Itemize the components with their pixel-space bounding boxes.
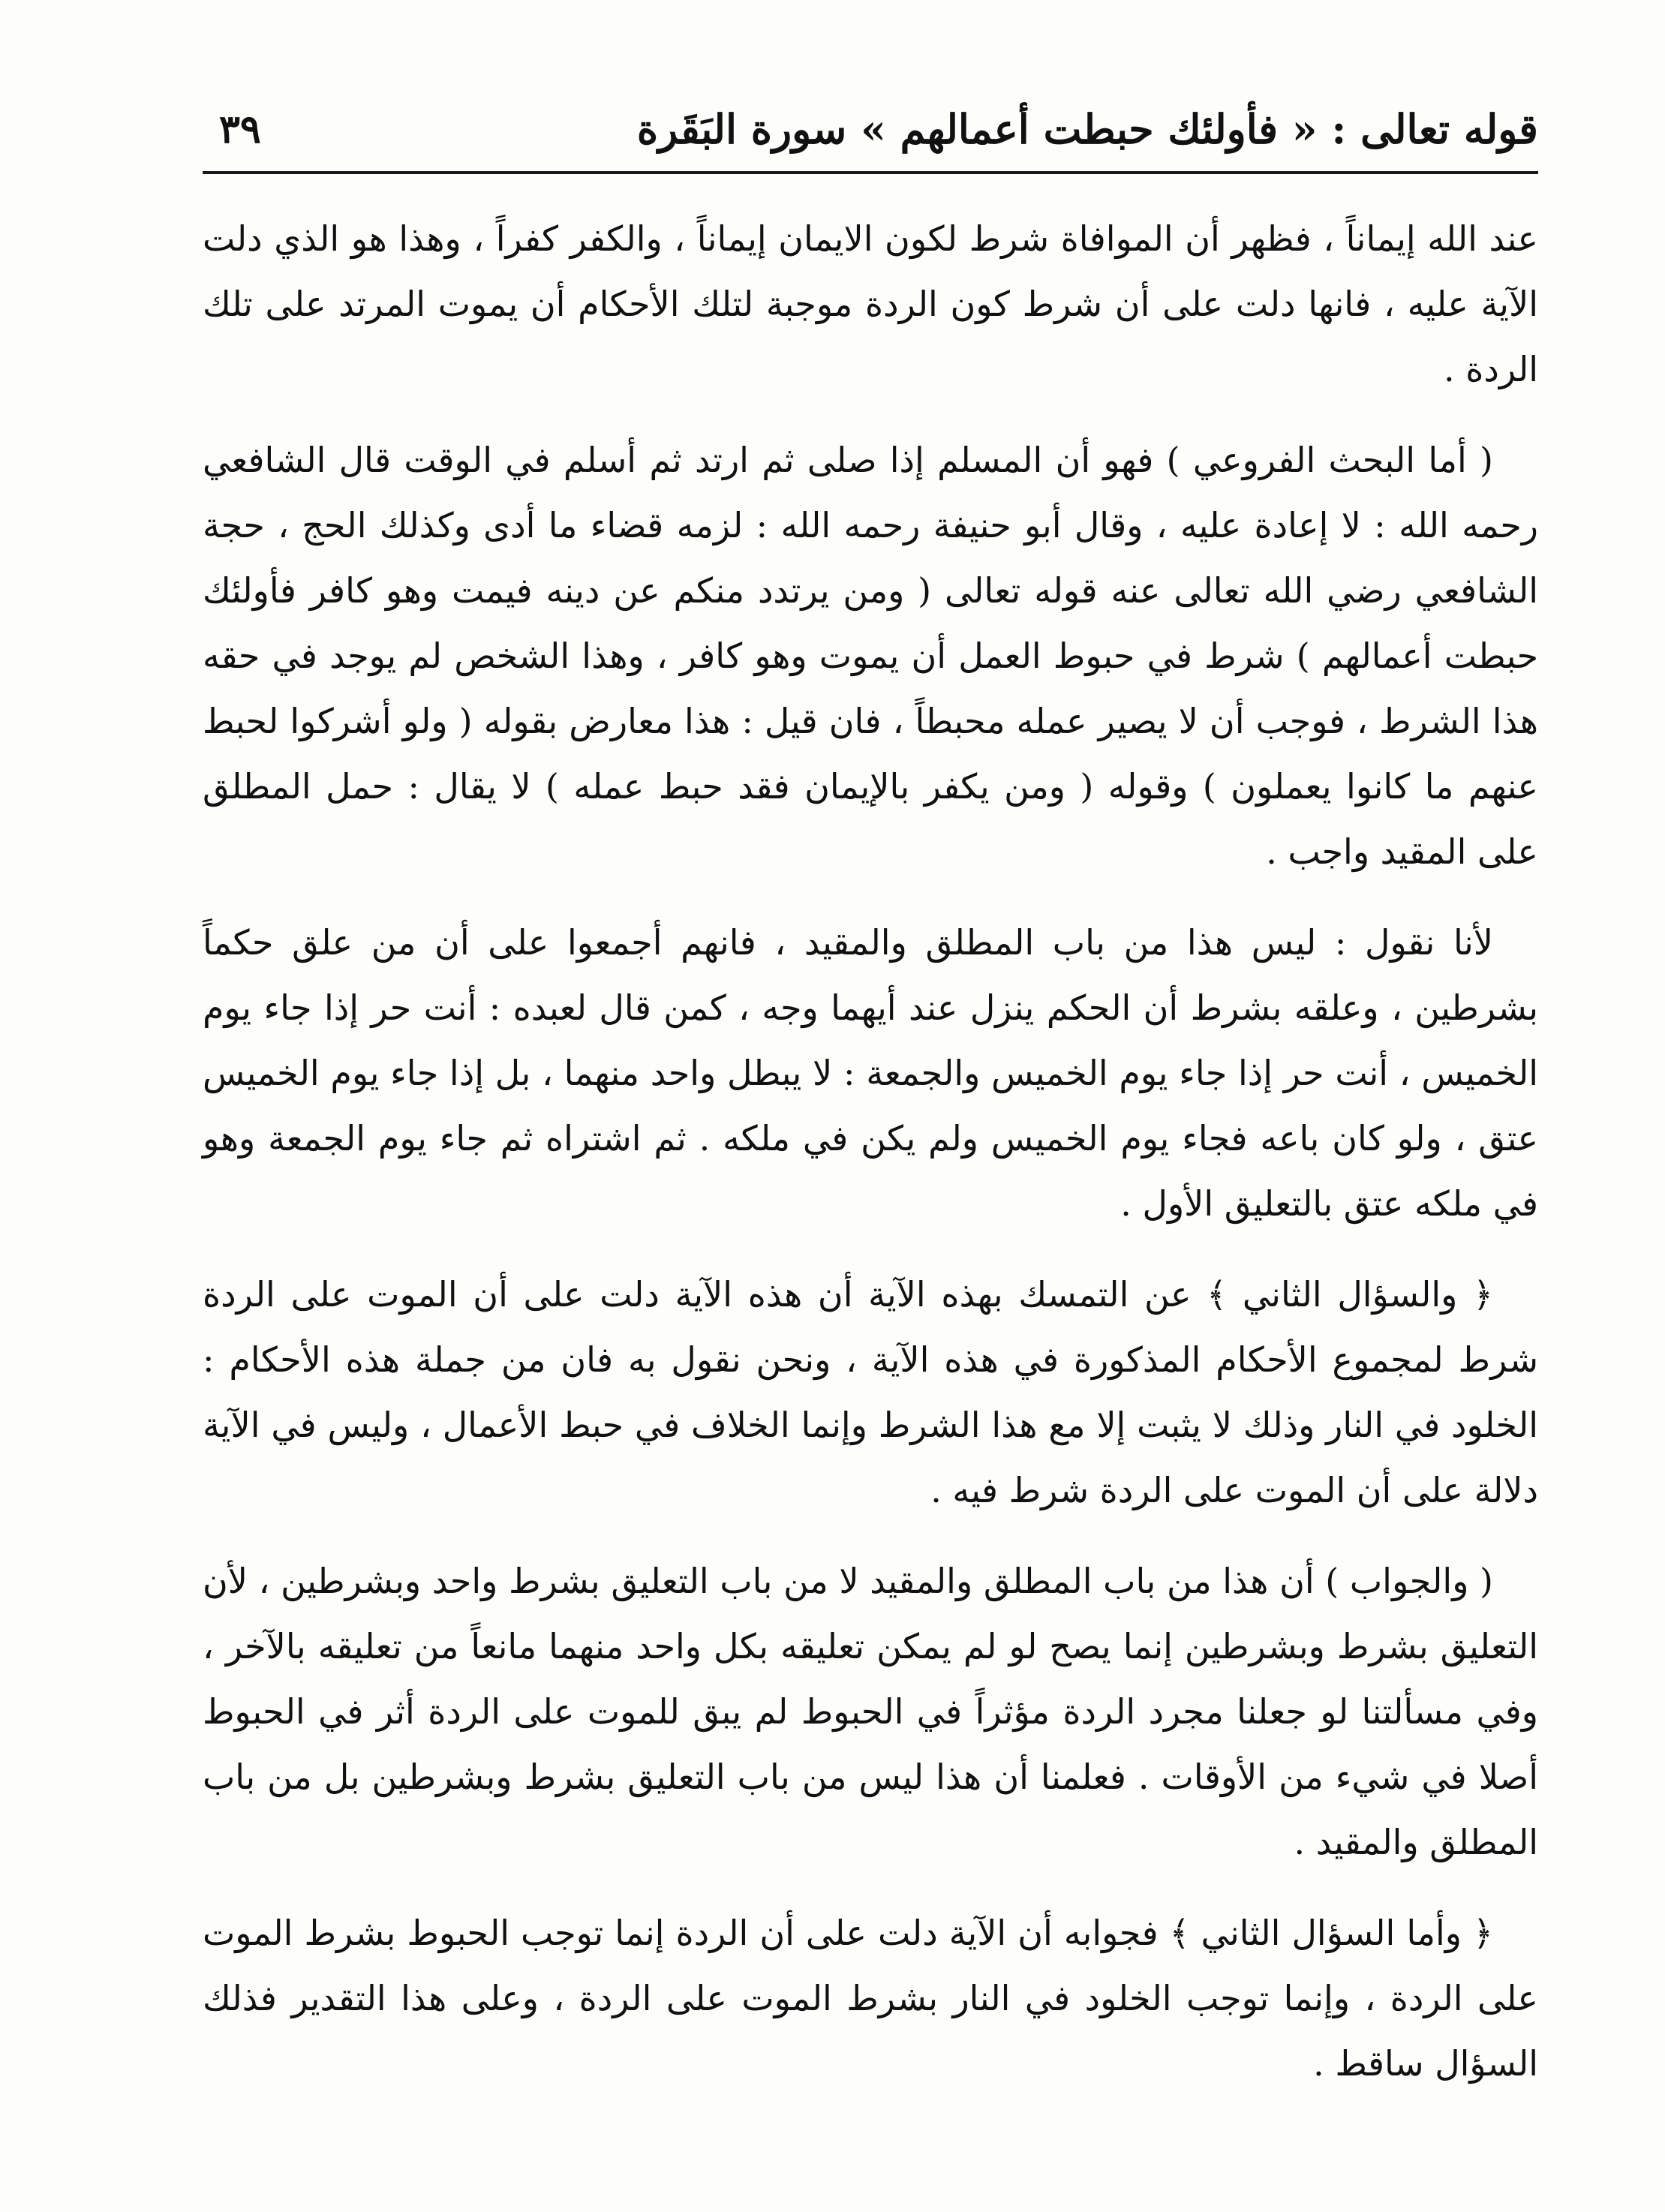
paragraph-6: ﴿ وأما السؤال الثاني ﴾ فجوابه أن الآية دلت على أن الردة إنما توجب الحبوط بشرط الموت على الردة ، وإنما توجب الخلود في النار بشرط الموت على الردة ، وعلى هذا التقدير فذلك السؤال ساقط .: [203, 1913, 1538, 2084]
running-header: [203, 105, 1538, 165]
paragraph-5: ( والجواب ) أن هذا من باب المطلق والمقيد لا من باب التعليق بشرط واحد وبشرطين ، لأن التعليق بشرط وبشرطين إنما يصح لو لم يمكن تعليقه بكل واحد منهما مانعاً من تعليقه بالآخر ، وفي مسألتنا لو جعلنا مجرد الردة مؤثراً في الحبوط لم يبق للموت على الردة أثر في الحبوط أصلا في شيء من الأوقات . فعلمنا أن هذا ليس من باب التعليق بشرط وبشرطين بل من باب المطلق والمقيد .: [203, 1561, 1538, 1862]
page-number: ٣٩: [219, 107, 261, 152]
header-divider: [203, 171, 1538, 174]
paragraph-4: ﴿ والسؤال الثاني ﴾ عن التمسك بهذه الآية أن هذه الآية دلت على أن الموت على الردة شرط لمجموع الأحكام المذكورة في هذه الآية ، ونحن نقول به فان من جملة هذه الأحكام : الخلود في النار وذلك لا يثبت إلا مع هذا الشرط وإنما الخلاف في حبط الأعمال ، وليس في الآية دلالة على أن الموت على الردة شرط فيه .: [203, 1274, 1538, 1510]
paragraph-2: ( أما البحث الفروعي ) فهو أن المسلم إذا صلى ثم ارتد ثم أسلم في الوقت قال الشافعي رحمه الله : لا إعادة عليه ، وقال أبو حنيفة رحمه الله : لزمه قضاء ما أدى وكذلك الحج ، حجة الشافعي رضي الله تعالى عنه قوله تعالى ( ومن يرتدد منكم عن دينه فيمت وهو كافر فأولئك حبطت أعمالهم ) شرط في حبوط العمل أن يموت وهو كافر ، وهذا الشخص لم يوجد في حقه هذا الشرط ، فوجب أن لا يصير عمله محبطاً ، فان قيل : هذا معارض بقوله ( ولو أشركوا لحبط عنهم ما كانوا يعملون ) وقوله ( ومن يكفر بالإيمان فقد حبط عمله ) لا يقال : حمل المطلق على المقيد واجب .: [203, 440, 1538, 872]
header-title: قوله تعالى : « فأولئك حبطت أعمالهم » سورة البَقَرة: [636, 105, 1538, 153]
paragraph-3: لأنا نقول : ليس هذا من باب المطلق والمقيد ، فانهم أجمعوا على أن من علق حكماً بشرطين ، وعلقه بشرط أن الحكم ينزل عند أيهما وجه ، كمن قال لعبده : أنت حر إذا جاء يوم الخميس ، أنت حر إذا جاء يوم الخميس والجمعة : لا يبطل واحد منهما ، بل إذا جاء يوم الخميس عتق ، ولو كان باعه فجاء يوم الخميس ولم يكن في ملكه . ثم اشتراه ثم جاء يوم الجمعة وهو في ملكه عتق بالتعليق الأول .: [203, 922, 1538, 1224]
body-text: [203, 206, 1538, 2122]
paragraph-1: عند الله إيماناً ، فظهر أن الموافاة شرط لكون الايمان إيماناً ، والكفر كفراً ، وهذا هو الذي دلت الآية عليه ، فانها دلت على أن شرط كون الردة موجبة لتلك الأحكام أن يموت المرتد على تلك الردة .: [203, 218, 1538, 389]
